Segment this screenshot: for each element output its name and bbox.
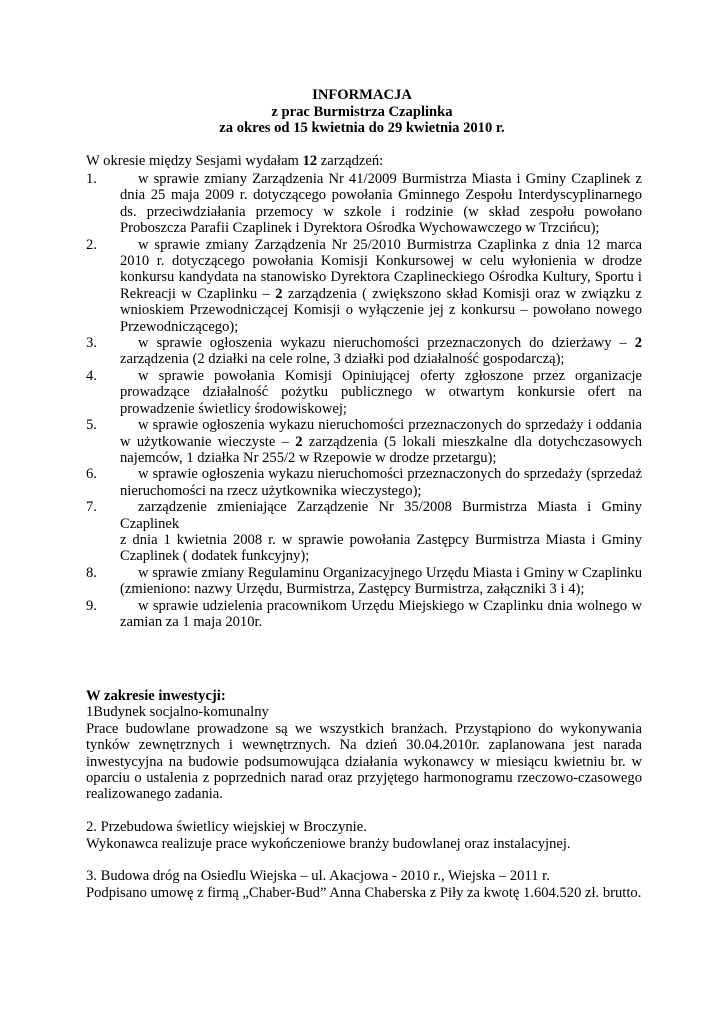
list-item — [86, 417, 642, 466]
item-text: w sprawie ogłoszenia wykazu nieruchomości przeznaczonych do sprzedaży i oddania w użytkowanie wieczyste – — [120, 417, 642, 450]
item-text: w sprawie ogłoszenia wykazu nieruchomości przeznaczonych do dzierżawy – — [138, 335, 635, 352]
item-number: 3. — [86, 335, 97, 352]
item-count: 2 — [634, 335, 642, 352]
item-text-cont: zarządzenia (2 działki na cele rolne, 3 działki pod działalność gospodarczą); — [120, 351, 565, 368]
intro-prefix: W okresie między Sesjami wydałam — [86, 153, 303, 169]
item-text: w sprawie zmiany Regulaminu Organizacyjnego Urzędu Miasta i Gminy w Czaplinku (zmieniono: nazwy Urzędu, Burmistrza, Zastępcy Burmistrza, załączniki 3 i 4); — [120, 564, 642, 598]
item-number: 1. — [86, 171, 97, 187]
orders-list — [86, 171, 642, 630]
item-text: w sprawie ogłoszenia wykazu nieruchomości przeznaczonych do sprzedaży (sprzedaż nieruchomości na rzecz użytkownika wieczystego); — [120, 466, 642, 499]
investment-3-title: 3. Budowa dróg na Osiedlu Wiejska – ul. Akacjowa - 2010 r., Wiejska – 2011 r. — [86, 868, 550, 885]
intro-count: 12 — [302, 153, 318, 169]
item-count: 2 — [275, 285, 283, 302]
document-title — [0, 87, 724, 137]
item-text-line-2: z dnia 1 kwietnia 2008 r. w sprawie powołania Zastępcy Burmistrza Miasta i Gminy Czaplinek ( dodatek funkcyjny); — [120, 531, 642, 565]
item-number: 6. — [86, 466, 97, 483]
item-number: 5. — [86, 417, 97, 434]
item-number: 8. — [86, 564, 97, 581]
intro-suffix: zarządzeń: — [317, 153, 384, 169]
item-text: w sprawie zmiany Zarządzenia Nr 41/2009 Burmistrza Miasta i Gminy Czaplinek z dnia 25 maja 2009 r. dotyczącego powołania Gminnego Zespołu Interdyscyplinarnego ds. przeciwdziałania przemocy w szkole i rodzinie (w skład zespołu powołano Proboszcza Parafii Czaplinek i Dyrektora Ośrodka Wychowawczego w Trzcińcu); — [120, 171, 642, 237]
item-text: w sprawie udzielenia pracownikom Urzędu Miejskiego w Czaplinku dnia wolnego w zamian za 1 maja 2010r. — [120, 597, 642, 630]
list-item — [86, 171, 642, 237]
list-item — [86, 565, 642, 598]
title-line-3: za okres od 15 kwietnia do 29 kwietnia 2010 r. — [219, 120, 505, 137]
list-item — [86, 499, 642, 565]
list-item — [86, 237, 642, 335]
list-item — [86, 598, 642, 631]
investment-2-title: 2. Przebudowa świetlicy wiejskiej w Broczynie. — [86, 819, 367, 836]
list-item — [86, 466, 642, 499]
title-line-2: z prac Burmistrza Czaplinka — [271, 103, 453, 120]
list-item — [86, 368, 642, 417]
item-number: 2. — [86, 236, 97, 253]
item-text: w sprawie zmiany Zarządzenia Nr 25/2010 Burmistrza Czaplinka z dnia 12 marca 2010 r. dotyczącego powołania Komisji Konkursowej w celu wyłonienia w drodze konkursu kandydata na stanowisko Dyrektora Czaplineckiego Ośrodka Kultury, Sportu i Rekreacji w Czaplinku – — [120, 236, 642, 302]
item-number: 9. — [86, 597, 97, 614]
item-count: 2 — [295, 433, 303, 450]
item-text-cont: zarządzenia ( zwiększono skład Komisji oraz w związku z wnioskiem Przewodniczącej Komisji o wyłączenie jej z konkursu – powołano nowego Przewodniczącego); — [120, 285, 642, 335]
list-item — [86, 335, 642, 368]
item-text: zarządzenie zmieniające Zarządzenie Nr 35/2008 Burmistrza Miasta i Gminy Czaplinek — [120, 499, 642, 532]
title-line-1: INFORMACJA — [312, 87, 412, 103]
intro-paragraph — [86, 153, 642, 169]
investment-3-text: Podpisano umowę z firmą „Chaber-Bud” Anna Chaberska z Piły za kwotę 1.604.520 zł. brutto. — [86, 884, 642, 901]
investments-heading: W zakresie inwestycji: — [86, 688, 226, 704]
investment-2-text: Wykonawca realizuje prace wykończeniowe branży budowlanej oraz instalacyjnej. — [86, 835, 571, 852]
investment-1-text: Prace budowlane prowadzone są we wszystkich branżach. Przystąpiono do wykonywania tynków zewnętrznych i wewnętrznych. Na dzień 30.04.2010r. zaplanowana jest narada inwestycyjna na budowie podsumowująca działania wykonawcy w miesiącu kwietniu br. w oparciu o ustalenia z poprzednich narad oraz przyjętego harmonogramu rzeczowo-czasowego realizowanego zadania. — [86, 720, 642, 803]
investments-section — [86, 688, 642, 901]
item-text: w sprawie powołania Komisji Opiniującej oferty zgłoszone przez organizacje prowadzące działalność pożytku publicznego w otwartym konkursie ofert na prowadzenie świetlicy środowiskowej; — [120, 367, 642, 417]
investment-1-title: 1Budynek socjalno-komunalny — [86, 704, 269, 721]
item-number: 7. — [86, 499, 97, 516]
item-number: 4. — [86, 367, 97, 384]
item-text-cont: zarządzenia (5 lokali mieszkalne dla dotychczasowych najemców, 1 działka Nr 255/2 w Rzepowie w drodze przetargu); — [120, 433, 643, 466]
